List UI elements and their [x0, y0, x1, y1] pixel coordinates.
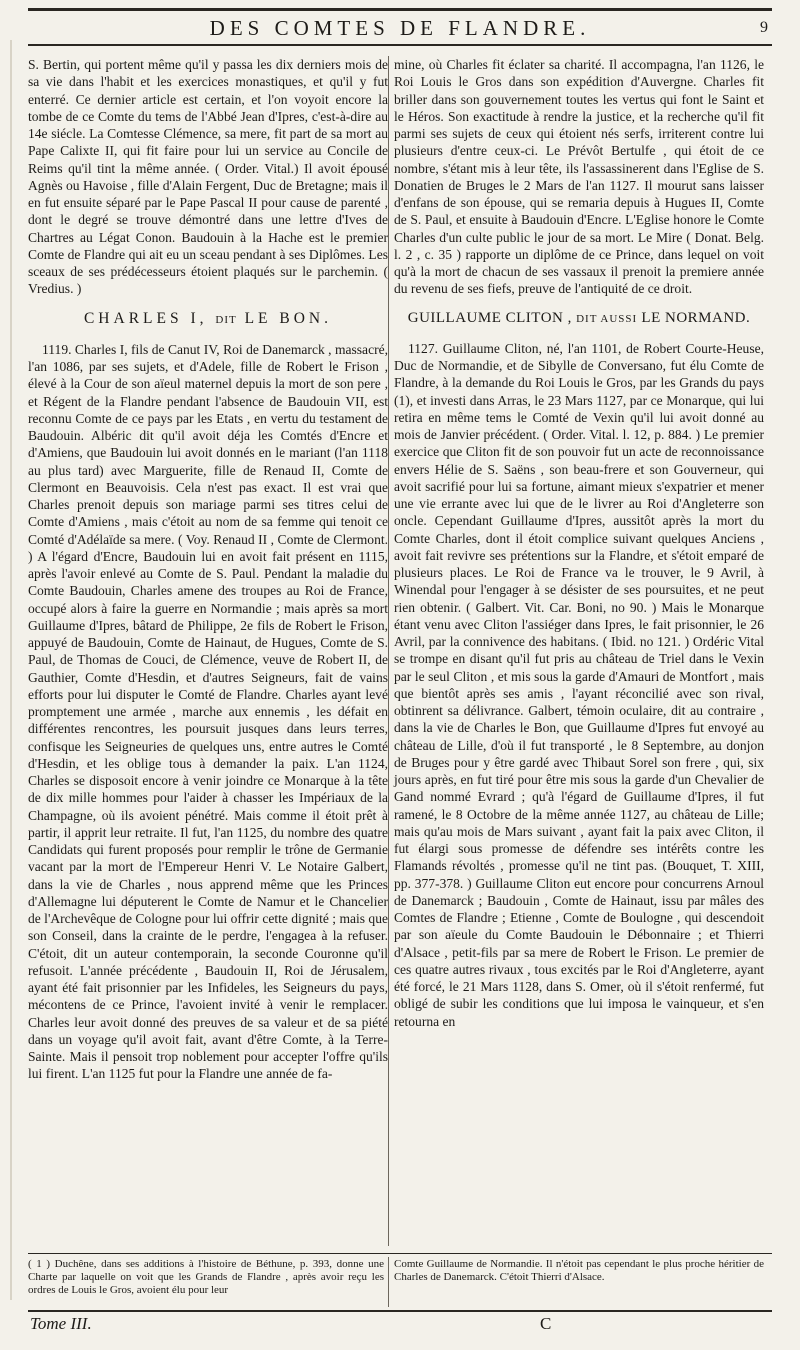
paragraph: S. Bertin, qui portent même qu'il y passa les dix derniers mois de sa vie dans l'habit et les exercices monastiques, et qu'il y fut enterré. Ce dernier article est certain, et l'on voyoit encore la tombe de ce Comte du tems de l'Abbé Jean d'Ipres, c'est-à-dire au 14e siécle. La Comtesse Clémence, sa mere, fit part de sa mort au Pape Calixte II, qui fit faire pour lui un service au Concile de Reims qu'il tint la même année. ( Order. Vital.) Il avoit épousé Agnès ou Havoise , fille d'Alain Fergent, Duc de Bretagne; mais il en fut ensuite séparé par le Pape Pascal II pour cause de parenté , dont le degré se trouve démontré dans une lettre d'Ives de Chartres au Légat Conon. Baudouin à la Hache est le premier Comte de Flandre qui ait eu un sceau pendant à ses Diplômes. Les sceaux de ses prédécesseurs étoient plaqués sur le parchemin. ( Vredius. ) — [28, 57, 388, 297]
footnote-rule — [28, 1253, 772, 1254]
heading-connector: DIT — [215, 313, 237, 326]
volume-signature: Tome III. — [30, 1314, 92, 1333]
signature-mark: C — [540, 1314, 552, 1333]
running-title: DES COMTES DE FLANDRE. — [209, 16, 591, 40]
left-column — [28, 56, 388, 1083]
paragraph: 1119. Charles I, fils de Canut IV, Roi de Danemarck , massacré, l'an 1086, par ses sujets, et d'Adele, fille de Robert le Frison , élevé à la Cour de son aïeul maternel depuis la mort de son pere , et Régent de la Flandre pendant l'absence de Baudouin VII, est reconnu Comte de ce pays par les Etats , en vertu du testament de Baudouin. Albéric dit qu'il avoit déja les Comtés d'Encre et d'Amiens, que Baudouin lui avoit donnés en le mariant (l'an 1118 au plus tard) avec Marguerite, fille de Renaud II, Comte de Clermont en Beauvoisis. Cela n'est pas exact. Il est vrai que Charles prenoit depuis son mariage parmi ses titres celui de Comte d'Amiens , mais c'étoit au nom de sa femme qui tenoit ce Comté d'Adélaïde sa mere. ( Voy. Renaud II , Comte de Clermont. ) A l'égard d'Encre, Baudouin lui en avoit fait présent en 1115, après l'avoir enlevé au Comte de S. Paul. Pendant la maladie du Comte Baudouin, Charles amene des troupes au Roi de France, occupé alors à faire la guerre en Normandie ; mais après sa mort Guillaume d'Ipres, bâtard de Philippe, 2e fils de Robert le Frison, appuyé de Baudouin, Comte de Hainaut, de Hugues, Comte de S. Paul, de Thomas de Couci, de Clémence, veuve de Robert II, de Gauthier, Comte d'Hesdin, et d'autres Seigneurs, fait de vains efforts pour lui disputer le Comté de Flandre. Charles ayant levé promptement une armée , marche aux ennemis , les défait en différentes rencontres, les poursuit jusques dans leurs terres, confisque les Seigneuries de quelques uns, entre autres le Comté d'Hesdin, et les oblige tous à demander la paix. L'an 1124, Charles se disposoit encore à venir joindre ce Monarque à la tête de dix mille hommes pour l'aider à chasser les Impériaux de la Champagne, où ils avoient pénétré. Mais comme il étoit prêt à partir, il apprit leur retraite. Il fut, l'an 1125, du nombre des quatre Candidats qui furent proposés pour remplir le trône de Germanie vacant par la mort de l'Empereur Henri V. Le Notaire Galbert, dans la vie de Charles , nous apprend même que les Princes d'Allemagne lui députerent le Comte de Namur et le Chancelier de l'Archevêque de Cologne pour lui offrir cette dignité ; mais que son Conseil, dans la crainte de le perdre, l'engagea à la refuser. C'étoit, dit un auteur contemporain, la seconde Couronne qu'il refusoit. L'année précédente , Baudouin II, Roi de Jérusalem, ayant été fait prisonnier par les Infideles, les Seigneurs du pays, mécontens de ce Prince, l'avoient invité à venir le remplacer. Charles leur avoit donné des preuves de sa valeur et de sa piété dans un voyage qu'il avoit fait, avant d'être Comte, à la Terre-Sainte. Mais il pensoit trop noblement pour accepter l'offre qu'ils lui firent. L'an 1125 fut pour la Flandre une année de fa- — [28, 341, 388, 1082]
section-heading-charles-i — [28, 310, 388, 329]
footnote-right: Comte Guillaume de Normandie. Il n'étoit pas cependant le plus proche héritier de Charles de Danemarck. C'étoit Thierri d'Alsace. — [394, 1258, 764, 1283]
page-number: 9 — [760, 19, 768, 36]
heading-epithet: LE NORMAND. — [641, 309, 751, 326]
page-header — [28, 12, 772, 44]
heading-main: GUILLAUME CLITON , — [407, 309, 572, 326]
page-edge-shadow — [10, 40, 12, 1300]
header-top-rule — [28, 8, 772, 11]
column-divider — [388, 56, 389, 1246]
heading-connector: DIT AUSSI — [576, 312, 638, 325]
heading-main: CHARLES I, — [83, 309, 208, 327]
header-bottom-rule — [28, 44, 772, 46]
paragraph: 1127. Guillaume Cliton, né, l'an 1101, de Robert Courte-Heuse, Duc de Normandie, et de Sibylle de Conversano, fut élu Comte de Flandre, à la demande du Roi Louis le Gros, par les Grands du pays (1), et investi dans Arras, le 23 Mars 1127, par ce Monarque, qui lui retira en même tems le Comté de Vexin qu'il lui avoit donné au mois de Janvier précédent. ( Order. Vital. l. 12, p. 884. ) Le premier exercice que Cliton fit de son pouvoir fut un acte de reconnoissance envers Hélie de S. Saëns , son beau-frere et son Gouverneur, qui avoit sacrifié pour lui sa fortune, aimant mieux s'expatrier et mener une vie errante avec lui que de le livrer au Roi d'Angleterre son oncle. Cependant Guillaume d'Ipres, aussitôt après la mort du Comte Charles, dont il étoit complice suivant quelques Anciens , avoit fait revivre ses prétentions sur la Flandre, et s'étoit emparé de plusieurs places. Le Roi de France va le trouver, le 9 Avril, à Winendal pour l'engager à se désister de ses poursuites, et ne peut rien obtenir. ( Galbert. Vit. Car. Boni, no 90. ) Mais le Monarque étant venu avec Cliton l'assiéger dans Ipres, le fait prisonnier, le 26 Avril, par la connivence des habitans. ( Ibid. no 121. ) Ordéric Vital se trompe en disant qu'il fut pris au château de Triel dans le Vexin par le seul Cliton , et mis sous la garde d'Amauri de Montfort , mais que bientôt après ses amis , l'ayant réconcilié avec son rival, obtinrent sa délivrance. Galbert, témoin oculaire, dit au contraire , dans la vie de Charles le Bon, que Guillaume d'Ipres fut envoyé au château de Lille, d'où il fut transporté , le 8 Septembre, au donjon de Bruges pour y être gardé avec Thibaut Sorel son frere , qui, six jours après, en fut tiré pour être mis sous la garde d'un Chevalier de Gand nommé Evrard ; qu'à l'égard de Guillaume d'Ipres, il fut ramené, le 8 Octobre de la même année 1127, au château de Lille; mais qu'au mois de Mars suivant , ayant fait la paix avec Cliton, il fut élargi sous promesse de défendre ses intérêts contre les Flamands révoltés , promesse qu'il ne tint pas. (Bouquet, T. XIII, pp. 377-378. ) Guillaume Cliton eut encore pour concurrens Arnoul de Danemarck ; Baudouin , Comte de Hainaut, issu par mâles des Comtes de Flandre ; Etienne , Comte de Boulogne , qui descendoit par son aïeule du Comte Baudouin le Débonnaire ; et Thierri d'Alsace , petit-fils par sa mere de Robert le Frison. Le premier de ces quatre autres rivaux , tous excités par le Roi d'Angleterre, ayant été forcé, le 21 Mars 1128, dans S. Omer, où il s'étoit renfermé, fut obligé de subir les conditions que lui imposa le vainqueur, et s'en retourna en — [394, 340, 764, 1029]
footer-rule — [28, 1310, 772, 1312]
footnote-divider — [388, 1257, 389, 1307]
right-column — [394, 56, 764, 1030]
footnote-left: ( 1 ) Duchêne, dans ses additions à l'histoire de Béthune, p. 393, donne une Charte par laquelle on voit que les Grands de Flandre , après avoir reçu les ordres de Louis le Gros, avoient élu pour leur — [28, 1258, 384, 1296]
heading-epithet: LE BON. — [244, 309, 333, 327]
paragraph: mine, où Charles fit éclater sa charité. Il accompagna, l'an 1126, le Roi Louis le Gros dans son expédition d'Auvergne. Charles fit briller dans son gouvernement toutes les vertus qui font le Saint et le Héros. Son exactitude à rendre la justice, et la recherche qu'il fit parmi ses sujets de ceux qui étoient nés serfs, irriterent contre lui plusieurs d'entre ceux-ci. Le Prévôt Bertulfe , qui étoit de ce nombre, s'étant mis à leur tête, ils l'assassinerent dans l'Eglise de S. Donatien de Bruges le 2 Mars de l'an 1127. Il mourut sans laisser d'enfans de son épouse, qui se remaria depuis à Hugues II, Comte de S. Paul, et ensuite à Baudouin d'Encre. L'Eglise honore le Comte Charles d'un culte public le jour de sa mort. Le Mire ( Donat. Belg. l. 2 , c. 35 ) rapporte un diplôme de ce Prince, dans lequel on voit qu'à la mort de chacun de ses vassaux il prenoit la premiere année du revenu de ses fiefs, preuve de l'antiquité de ce droit. — [394, 57, 764, 297]
section-heading-guillaume-cliton — [394, 310, 764, 328]
